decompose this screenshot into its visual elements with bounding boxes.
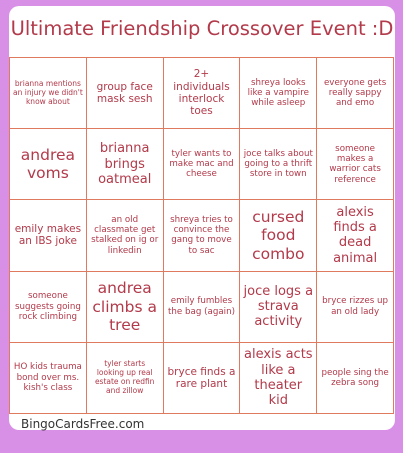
cell-text: someone makes a warrior cats reference [329, 143, 381, 185]
cell-text: andrea voms [20, 146, 76, 183]
cell-text: everyone gets really sappy and emo [323, 77, 387, 109]
cell-text: 2+ individuals interlock toes [173, 68, 230, 118]
bingo-cell[interactable] [10, 129, 87, 200]
cell-text: shreya looks like a vampire while asleep [247, 77, 309, 109]
cell-text: joce logs a strava activity [243, 283, 314, 330]
bingo-cell[interactable] [87, 200, 164, 271]
bingo-cell[interactable] [240, 200, 317, 271]
bingo-cell[interactable] [240, 58, 317, 129]
bingo-cell[interactable] [87, 58, 164, 129]
bingo-cell[interactable] [240, 129, 317, 200]
cell-text: tyler starts looking up real estate on redfin and zillow [94, 359, 155, 395]
bingo-cell[interactable] [317, 58, 394, 129]
bingo-cell[interactable] [164, 343, 241, 414]
cell-text: tyler wants to make mac and cheese [169, 148, 234, 180]
cell-text: bryce finds a rare plant [167, 365, 236, 390]
bingo-grid [9, 57, 394, 414]
cell-text: people sing the zebra song [321, 367, 389, 388]
cell-text: shreya tries to convince the gang to move to sac [170, 214, 233, 256]
bingo-cell[interactable] [10, 272, 87, 343]
bingo-cell[interactable] [240, 272, 317, 343]
cell-text: an old classmate get stalked on ig or linkedin [91, 214, 159, 256]
footer-site-name: BingoCardsFree.com [21, 417, 145, 431]
bingo-cell[interactable] [164, 272, 241, 343]
cell-text: andrea climbs a tree [92, 279, 157, 334]
bingo-card [9, 6, 395, 430]
cell-text: alexis finds a dead animal [333, 204, 378, 266]
bingo-cell[interactable] [10, 200, 87, 271]
cell-text: joce talks about going to a thrift store in town [243, 148, 313, 180]
cell-text: emily fumbles the bag (again) [167, 296, 235, 317]
bingo-cell[interactable] [164, 200, 241, 271]
cell-text: HO kids trauma bond over ms. kish's class [13, 362, 82, 394]
card-title: Ultimate Friendship Crossover Event :D [10, 17, 394, 40]
cell-text: emily makes an IBS joke [14, 223, 82, 248]
cell-text: alexis acts like a theater kid [244, 347, 313, 409]
bingo-cell[interactable] [87, 272, 164, 343]
bingo-cell[interactable] [164, 129, 241, 200]
bingo-cell[interactable] [10, 343, 87, 414]
cell-text: cursed food combo [252, 208, 305, 263]
bingo-cell[interactable] [87, 129, 164, 200]
bingo-cell[interactable] [240, 343, 317, 414]
bingo-cell[interactable] [10, 58, 87, 129]
cell-text: brianna mentions an injury we didn't know about [13, 78, 83, 106]
cell-text: brianna brings oatmeal [98, 141, 152, 187]
bingo-cell[interactable] [87, 343, 164, 414]
cell-text: bryce rizzes up an old lady [322, 296, 389, 317]
bingo-cell[interactable] [317, 343, 394, 414]
bingo-cell[interactable] [317, 200, 394, 271]
bingo-cell[interactable] [317, 272, 394, 343]
bingo-cell[interactable] [317, 129, 394, 200]
bingo-cell[interactable] [164, 58, 241, 129]
cell-text: group face mask sesh [96, 80, 153, 106]
cell-text: someone suggests going rock climbing [14, 291, 81, 322]
